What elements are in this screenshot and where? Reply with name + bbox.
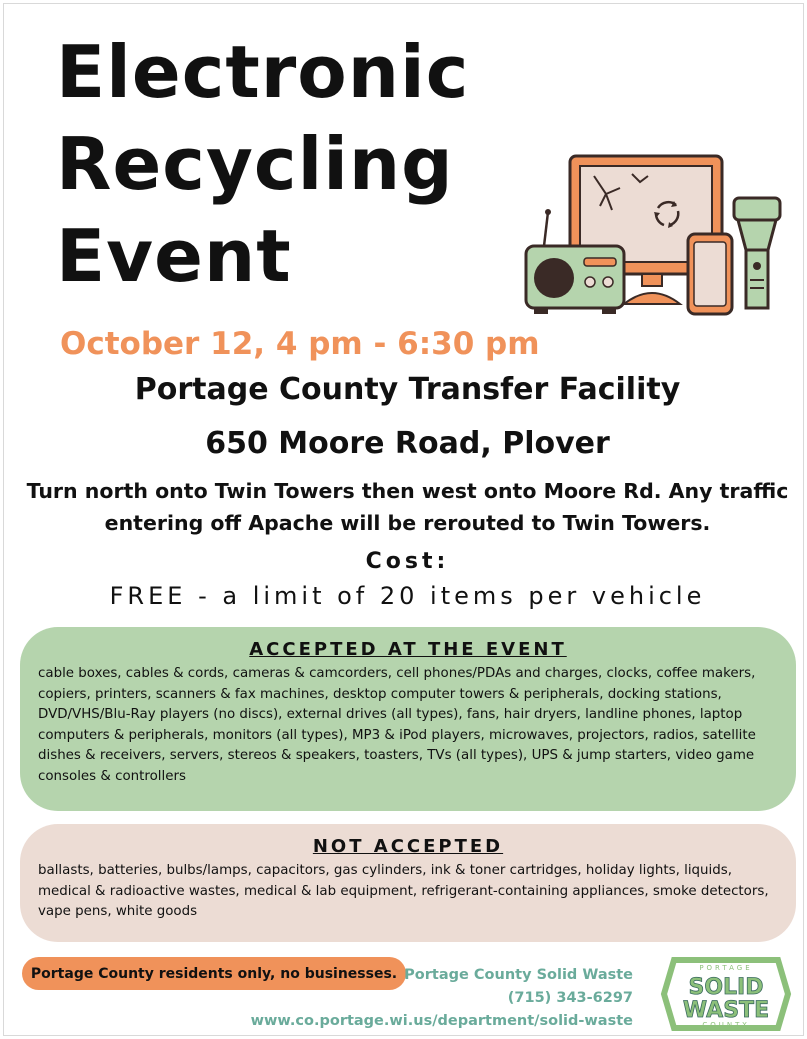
page-title <box>56 26 469 302</box>
logo-bottom-text: COUNTY <box>702 1021 750 1029</box>
accepted-section <box>20 627 796 811</box>
website-link[interactable]: www.co.portage.wi.us/department/solid-waste <box>250 1013 633 1029</box>
event-facility: Portage County Transfer Facility <box>134 372 681 407</box>
not-accepted-items: ballasts, batteries, bulbs/lamps, capacitors, gas cylinders, ink & toner cartridges, holiday lights, liquids, medical & radioactive wastes, medical & lab equipment, refrigerant-containing appliances, smoke detectors, vape pens, white goods <box>38 863 769 919</box>
accepted-heading: ACCEPTED AT THE EVENT <box>249 639 567 660</box>
logo-line-1: SOLID <box>688 975 764 1000</box>
accepted-items: cable boxes, cables & cords, cameras & camcorders, cell phones/PDAs and charges, clocks, coffee makers, copiers, printers, scanners & fax machines, desktop computer towers & peripherals, docking stations, DVD/VHS/Blu-Ray players (no discs), external drives (all types), fans, hair dryers, landline phones, laptop computers & peripherals, monitors (all types), MP3 & iPod players, microwaves, projectors, radios, satellite dishes & receivers, servers, stereos & speakers, toasters, TVs (all types), UPS & jump starters, video game consoles & controllers <box>38 666 756 784</box>
title-line-1: Electronic <box>56 30 470 114</box>
event-directions: Turn north onto Twin Towers then west onto Moore Rd. Any traffic entering off Apache will be rerouted to Twin Towers. <box>26 479 789 535</box>
not-accepted-section <box>20 824 796 942</box>
contact-info <box>251 964 633 1033</box>
logo-line-2: WASTE <box>682 998 770 1023</box>
flyer <box>4 4 803 1035</box>
solid-waste-logo <box>660 954 792 1034</box>
not-accepted-heading: NOT ACCEPTED <box>312 836 504 857</box>
residents-note-text: Portage County residents only, no businesses. <box>30 965 398 982</box>
title-line-3: Event <box>56 214 292 298</box>
event-date: October 12, 4 pm - 6:30 pm <box>60 326 540 362</box>
logo-top-text: PORTAGE <box>699 964 753 972</box>
title-line-2: Recycling <box>56 122 454 206</box>
phone-icon <box>688 234 732 314</box>
electronics-illustration <box>522 154 784 319</box>
event-address: 650 Moore Road, Plover <box>205 426 610 461</box>
flashlight-icon <box>734 198 780 308</box>
cost-label: Cost: <box>365 549 450 574</box>
org-name: Portage County Solid Waste <box>404 967 633 983</box>
phone-number[interactable]: (715) 343-6297 <box>507 990 633 1006</box>
cost-text: FREE - a limit of 20 items per vehicle <box>109 582 706 610</box>
